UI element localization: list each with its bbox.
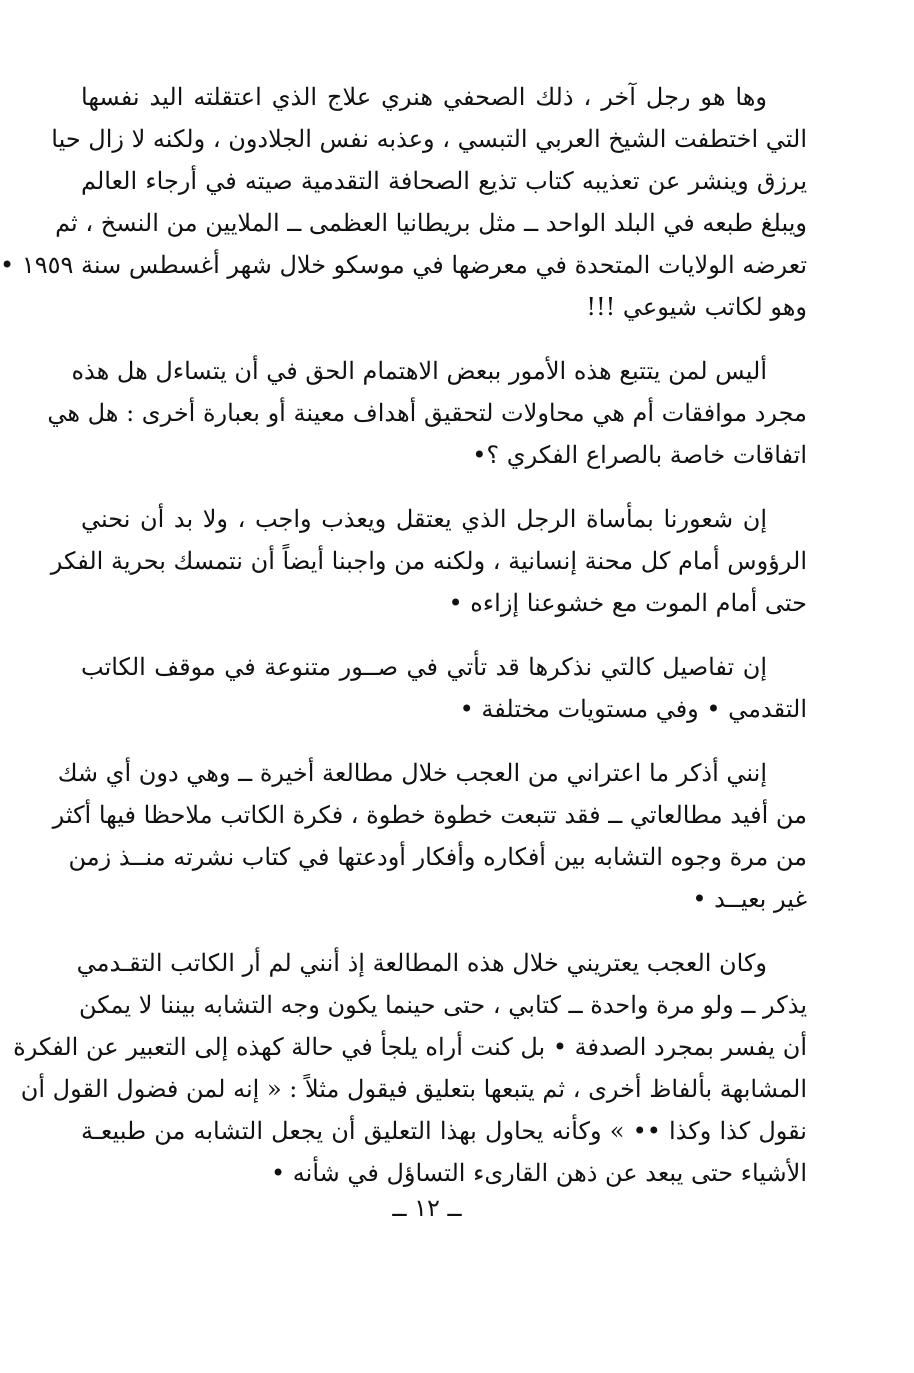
- text-line: اتفاقات خاصة بالصراع الفكري ؟•: [472, 441, 807, 469]
- text-line: إنني أذكر ما اعتراني من العجب خلال مطالعة أخيرة ــ وهي دون أي شك: [57, 759, 767, 787]
- text-line: أليس لمن يتتبع هذه الأمور ببعض الاهتمام الحق في أن يتساءل هل هذه: [71, 357, 767, 385]
- text-line: إن تفاصيل كالتي نذكرها قد تأتي في صــور متنوعة في موقف الكاتب: [81, 653, 767, 681]
- text-line: مجرد موافقات أم هي محاولات لتحقيق أهداف معينة أو بعبارة أخرى : هل هي: [47, 399, 807, 427]
- text-line: حتى أمام الموت مع خشوعنا إزاءه •: [448, 589, 807, 617]
- text-line: غير بعيــد •: [692, 885, 807, 913]
- text-line: إن شعورنا بمأساة الرجل الذي يعتقل ويعذب واجب ، ولا بد أن نحني: [81, 505, 767, 533]
- text-line: يذكر ــ ولو مرة واحدة ــ كتابي ، حتى حينما يكون وجه التشابه بيننا لا يمكن: [79, 991, 807, 1019]
- text-line: يرزق وينشر عن تعذيبه كتاب تذيع الصحافة التقدمية صيته في أرجاء العالم: [81, 167, 807, 195]
- paragraph-1: [0, 76, 807, 328]
- text-line: الأشياء حتى يبعد عن ذهن القارىء التساؤل في شأنه •: [270, 1159, 807, 1187]
- text-line: التقدمي • وفي مستويات مختلفة •: [459, 695, 807, 723]
- text-line: من مرة وجوه التشابه بين أفكاره وأفكار أودعتها في كتاب نشرته منــذ زمن: [68, 843, 807, 871]
- paragraph-5: [52, 752, 807, 920]
- paragraph-3: [50, 498, 807, 624]
- text-line: التي اختطفت الشيخ العربي التبسي ، وعذبه نفس الجلادون ، ولكنه لا زال حيا: [51, 125, 807, 153]
- paragraph-6: [13, 942, 807, 1194]
- book-page: [0, 76, 807, 1216]
- text-line: ويبلغ طبعه في البلد الواحد ــ مثل بريطانيا العظمى ــ الملايين من النسخ ، ثم: [55, 209, 807, 237]
- text-line: المشابهة بألفاظ أخرى ، ثم يتبعها بتعليق فيقول مثلاً : « إنه لمن فضول القول أن: [20, 1075, 807, 1103]
- text-line: تعرضه الولايات المتحدة في معرضها في موسكو خلال شهر أغسطس سنة ١٩٥٩ •: [0, 251, 807, 279]
- text-line: وكان العجب يعتريني خلال هذه المطالعة إذ أنني لم أر الكاتب التقـدمي: [76, 949, 767, 977]
- paragraph-2: [47, 350, 807, 476]
- text-line: وهو لكاتب شيوعي !!!: [586, 293, 807, 321]
- text-line: نقول كذا وكذا •• » وكأنه يحاول بهذا التعليق أن يجعل التشابه من طبيعـة: [81, 1117, 807, 1145]
- text-line: وها هو رجل آخر ، ذلك الصحفي هنري علاج الذي اعتقلته اليد نفسها: [81, 83, 767, 111]
- text-line: الرؤوس أمام كل محنة إنسانية ، ولكنه من واجبنا أيضاً أن نتمسك بحرية الفكر: [50, 547, 807, 575]
- text-line: من أفيد مطالعاتي ــ فقد تتبعت خطوة خطوة ، فكرة الكاتب ملاحظا فيها أكثر: [52, 801, 807, 829]
- page-number: ــ ١٢ ــ: [392, 1194, 462, 1222]
- text-line: أن يفسر بمجرد الصدفة • بل كنت أراه يلجأ في حالة كهذه إلى التعبير عن الفكرة: [13, 1033, 807, 1061]
- paragraph-4: [81, 646, 807, 730]
